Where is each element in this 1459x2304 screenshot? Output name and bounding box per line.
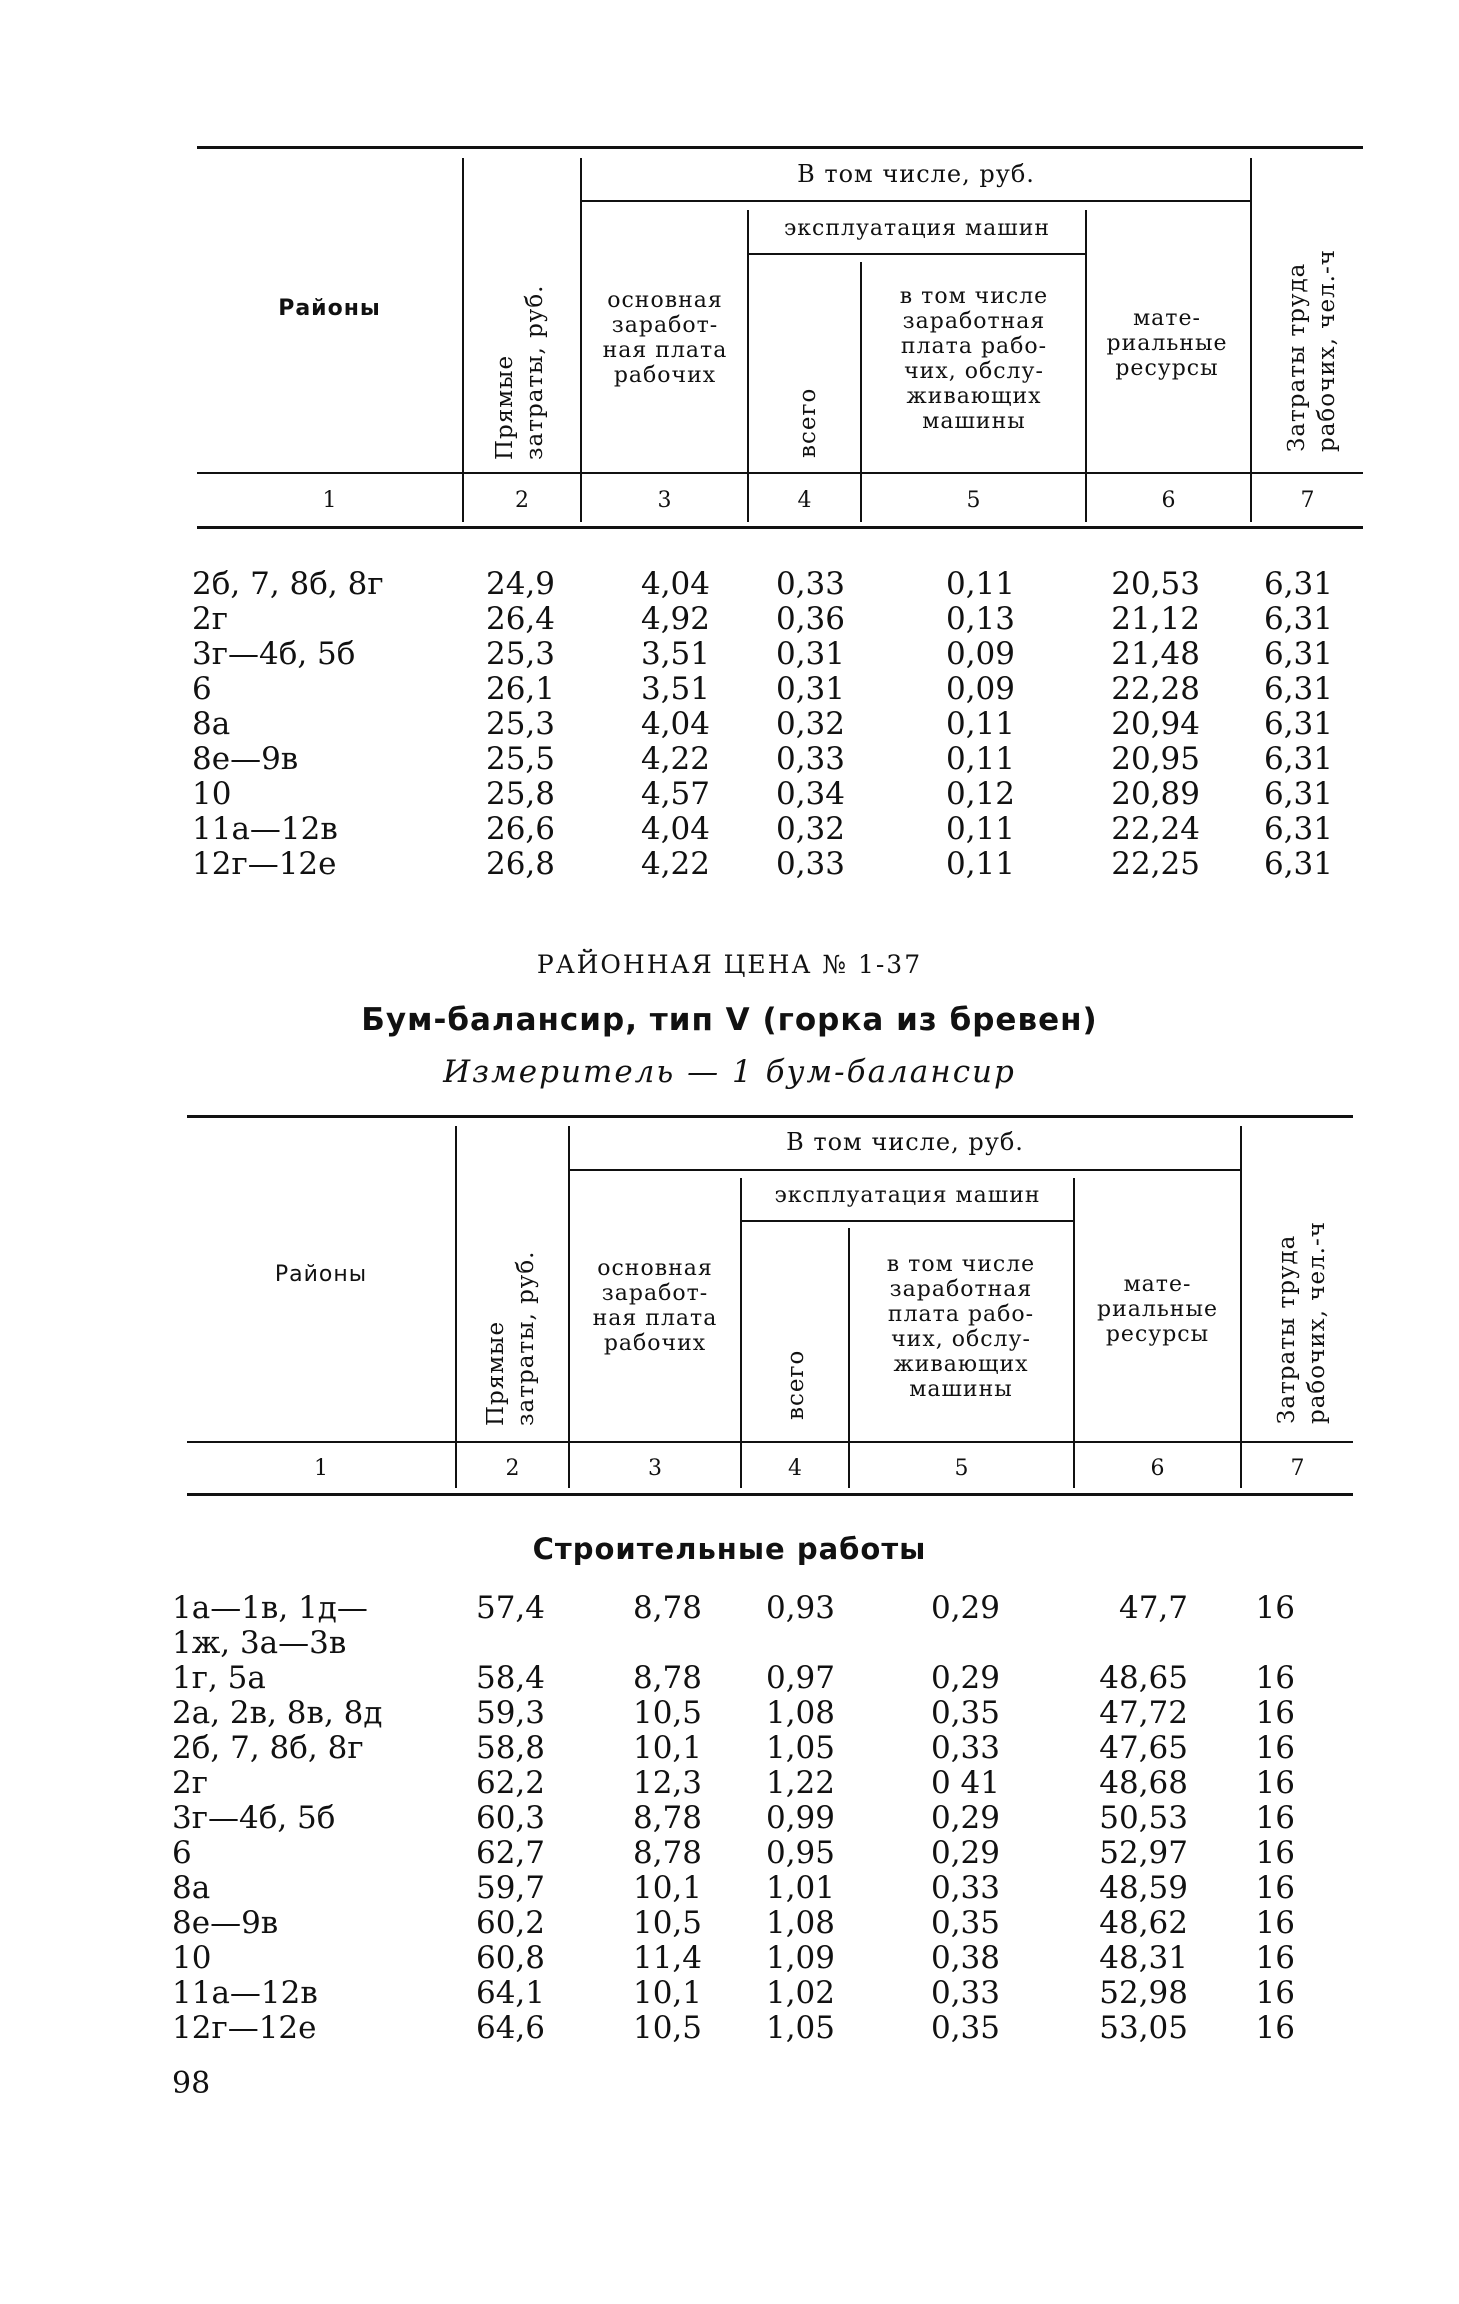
labor-header: Затраты труда рабочих, чел.-ч [1284,249,1340,452]
table-row: 3г—4б, 5б 60,3 8,78 0,99 0,29 50,53 16 [172,1800,1295,1836]
incl-wages-header: в том числе заработная плата рабо- чих, обслу- живающих машины [899,284,1049,434]
districts-header: Районы [278,296,381,321]
table-row: 1ж, 3а—3в [172,1625,347,1661]
table-row: 6 62,7 8,78 0,95 0,29 52,97 16 [172,1835,1295,1871]
table-row: 3г—4б, 5б 25,3 3,51 0,31 0,09 21,48 6,31 [192,636,1333,672]
machine-operation-header: эксплуатация машин [783,216,1051,241]
table-row: 2а, 2в, 8в, 8д 59,3 10,5 1,08 0,35 47,72 16 [172,1695,1295,1731]
col-number: 3 [657,488,672,513]
col-number: 2 [515,488,529,513]
incl-wages-header: в том числе заработная плата рабо- чих, обслу- живающих машины [886,1252,1036,1402]
table-row: 10 60,8 11,4 1,09 0,38 48,31 16 [172,1940,1295,1976]
table-row: 2б, 7, 8б, 8г 58,8 10,1 1,05 0,33 47,65 16 [172,1730,1295,1766]
col-number: 7 [1290,1456,1305,1481]
total-header: всего [795,387,821,458]
table-row: 8а 25,3 4,04 0,32 0,11 20,94 6,31 [192,706,1333,742]
col-number: 6 [1161,488,1176,513]
col-number: 4 [797,488,812,513]
including-header: В том числе, руб. [786,1128,1024,1156]
col-number: 7 [1300,488,1315,513]
table-row: 1г, 5а 58,4 8,78 0,97 0,29 48,65 16 [172,1660,1295,1696]
machine-operation-header: эксплуатация машин [774,1183,1041,1208]
table-row: 8е—9в 60,2 10,5 1,08 0,35 48,62 16 [172,1905,1295,1941]
table-row: 8е—9в 25,5 4,22 0,33 0,11 20,95 6,31 [192,741,1333,777]
table2-subtitle: Строительные работы [532,1532,927,1566]
direct-costs-header: Прямые затраты, руб. [492,284,548,460]
item-title: Бум-балансир, тип V (горка из бревен) [361,1002,1098,1038]
table-row: 2г 62,2 12,3 1,22 0 41 48,68 16 [172,1765,1295,1801]
labor-header: Затраты труда рабочих, чел.-ч [1274,1221,1330,1424]
table-row: 10 25,8 4,57 0,34 0,12 20,89 6,31 [192,776,1333,812]
materials-header: мате- риальные ресурсы [1096,1272,1218,1347]
col-number: 5 [954,1456,969,1481]
direct-costs-header: Прямые затраты, руб. [483,1250,539,1426]
measure-unit: Измеритель — 1 бум-балансир [443,1054,1016,1090]
districts-header: Районы [274,1262,368,1287]
table-row: 6 26,1 3,51 0,31 0,09 22,28 6,31 [192,671,1333,707]
col-number: 3 [648,1456,662,1481]
table-row: 2г 26,4 4,92 0,36 0,13 21,12 6,31 [192,601,1333,637]
materials-header: мате- риальные ресурсы [1106,306,1228,381]
col-number: 6 [1150,1456,1165,1481]
col-number: 4 [788,1456,802,1481]
table-row: 11а—12в 26,6 4,04 0,32 0,11 22,24 6,31 [192,811,1333,847]
col-number: 1 [314,1456,328,1481]
table-row: 1а—1в, 1д— 57,4 8,78 0,93 0,29 47,7 16 [172,1590,1295,1626]
col-number: 5 [966,488,981,513]
base-wages-header: основная заработ- ная плата рабочих [602,288,728,388]
col-number: 1 [322,488,337,513]
page-number: 98 [172,2066,211,2101]
table-row: 11а—12в 64,1 10,1 1,02 0,33 52,98 16 [172,1975,1295,2011]
table-row: 12г—12е 64,6 10,5 1,05 0,35 53,05 16 [172,2010,1295,2046]
table-row: 2б, 7, 8б, 8г 24,9 4,04 0,33 0,11 20,53 6,31 [192,566,1333,602]
including-header: В том числе, руб. [797,160,1035,188]
table-row: 12г—12е 26,8 4,22 0,33 0,11 22,25 6,31 [192,846,1333,882]
price-number: РАЙОННАЯ ЦЕНА № 1-37 [536,950,923,979]
col-number: 2 [505,1456,520,1481]
base-wages-header: основная заработ- ная плата рабочих [592,1256,718,1356]
total-header: всего [783,1349,809,1420]
table-row: 8а 59,7 10,1 1,01 0,33 48,59 16 [172,1870,1295,1906]
